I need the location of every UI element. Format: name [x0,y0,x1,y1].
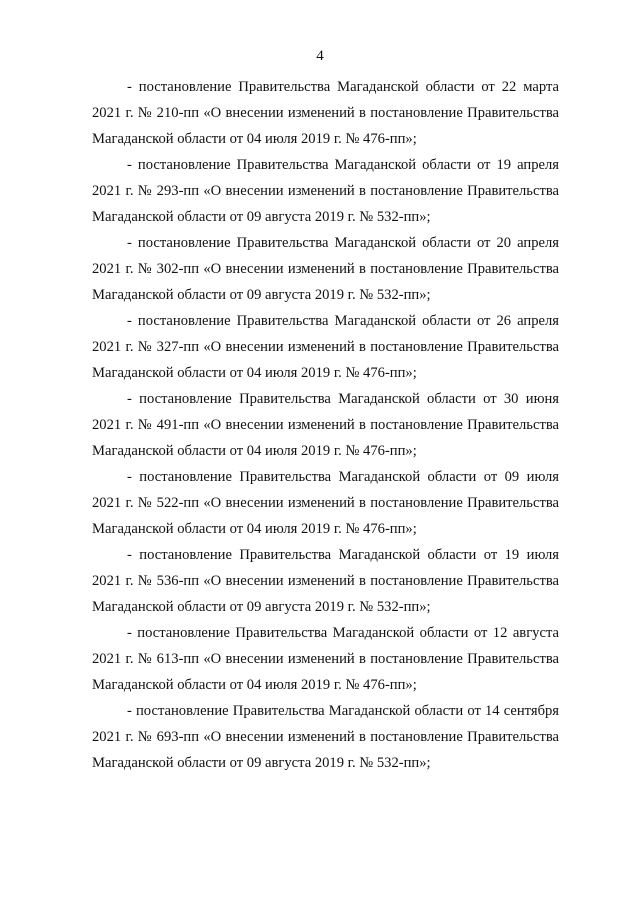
item-line: Магаданской области от 04 июля 2019 г. № 476-пп»; [92,131,417,147]
item-line: 2021 г. № 293-пп «О внесении изменений в постановление Правительства [92,183,559,199]
list-item [92,698,559,776]
item-line: Магаданской области от 09 августа 2019 г. № 532-пп»; [92,209,431,225]
item-line: 2021 г. № 693-пп «О внесении изменений в постановление Правительства [92,729,559,745]
list-item [92,74,559,152]
item-line: - постановление Правительства Магаданской области от 30 июня [127,391,559,407]
item-line: Магаданской области от 09 августа 2019 г. № 532-пп»; [92,287,431,303]
list-item [92,230,559,308]
item-line: - постановление Правительства Магаданской области от 19 июля [127,547,559,563]
item-line: 2021 г. № 613-пп «О внесении изменений в постановление Правительства [92,651,559,667]
list-item [92,542,559,620]
item-line: - постановление Правительства Магаданской области от 14 сентября [127,703,559,719]
item-line: Магаданской области от 04 июля 2019 г. № 476-пп»; [92,365,417,381]
list-item [92,464,559,542]
item-line: 2021 г. № 536-пп «О внесении изменений в постановление Правительства [92,573,559,589]
item-line: - постановление Правительства Магаданской области от 26 апреля [127,313,559,329]
item-line: - постановление Правительства Магаданской области от 09 июля [127,469,559,485]
item-line: Магаданской области от 04 июля 2019 г. № 476-пп»; [92,443,417,459]
item-line: 2021 г. № 327-пп «О внесении изменений в постановление Правительства [92,339,559,355]
item-line: - постановление Правительства Магаданской области от 22 марта [127,79,559,95]
item-line: 2021 г. № 491-пп «О внесении изменений в постановление Правительства [92,417,559,433]
resolution-list [92,74,559,776]
item-line: 2021 г. № 210-пп «О внесении изменений в постановление Правительства [92,105,559,121]
item-line: - постановление Правительства Магаданской области от 20 апреля [127,235,559,251]
item-line: Магаданской области от 04 июля 2019 г. № 476-пп»; [92,677,417,693]
item-line: Магаданской области от 09 августа 2019 г. № 532-пп»; [92,599,431,615]
item-line: - постановление Правительства Магаданской области от 19 апреля [127,157,559,173]
list-item [92,386,559,464]
item-line: Магаданской области от 09 августа 2019 г. № 532-пп»; [92,755,431,771]
list-item [92,620,559,698]
page-number: 4 [316,48,324,64]
item-line: Магаданской области от 04 июля 2019 г. № 476-пп»; [92,521,417,537]
item-line: 2021 г. № 302-пп «О внесении изменений в постановление Правительства [92,261,559,277]
list-item [92,308,559,386]
item-line: - постановление Правительства Магаданской области от 12 августа [127,625,559,641]
item-line: 2021 г. № 522-пп «О внесении изменений в постановление Правительства [92,495,559,511]
list-item [92,152,559,230]
